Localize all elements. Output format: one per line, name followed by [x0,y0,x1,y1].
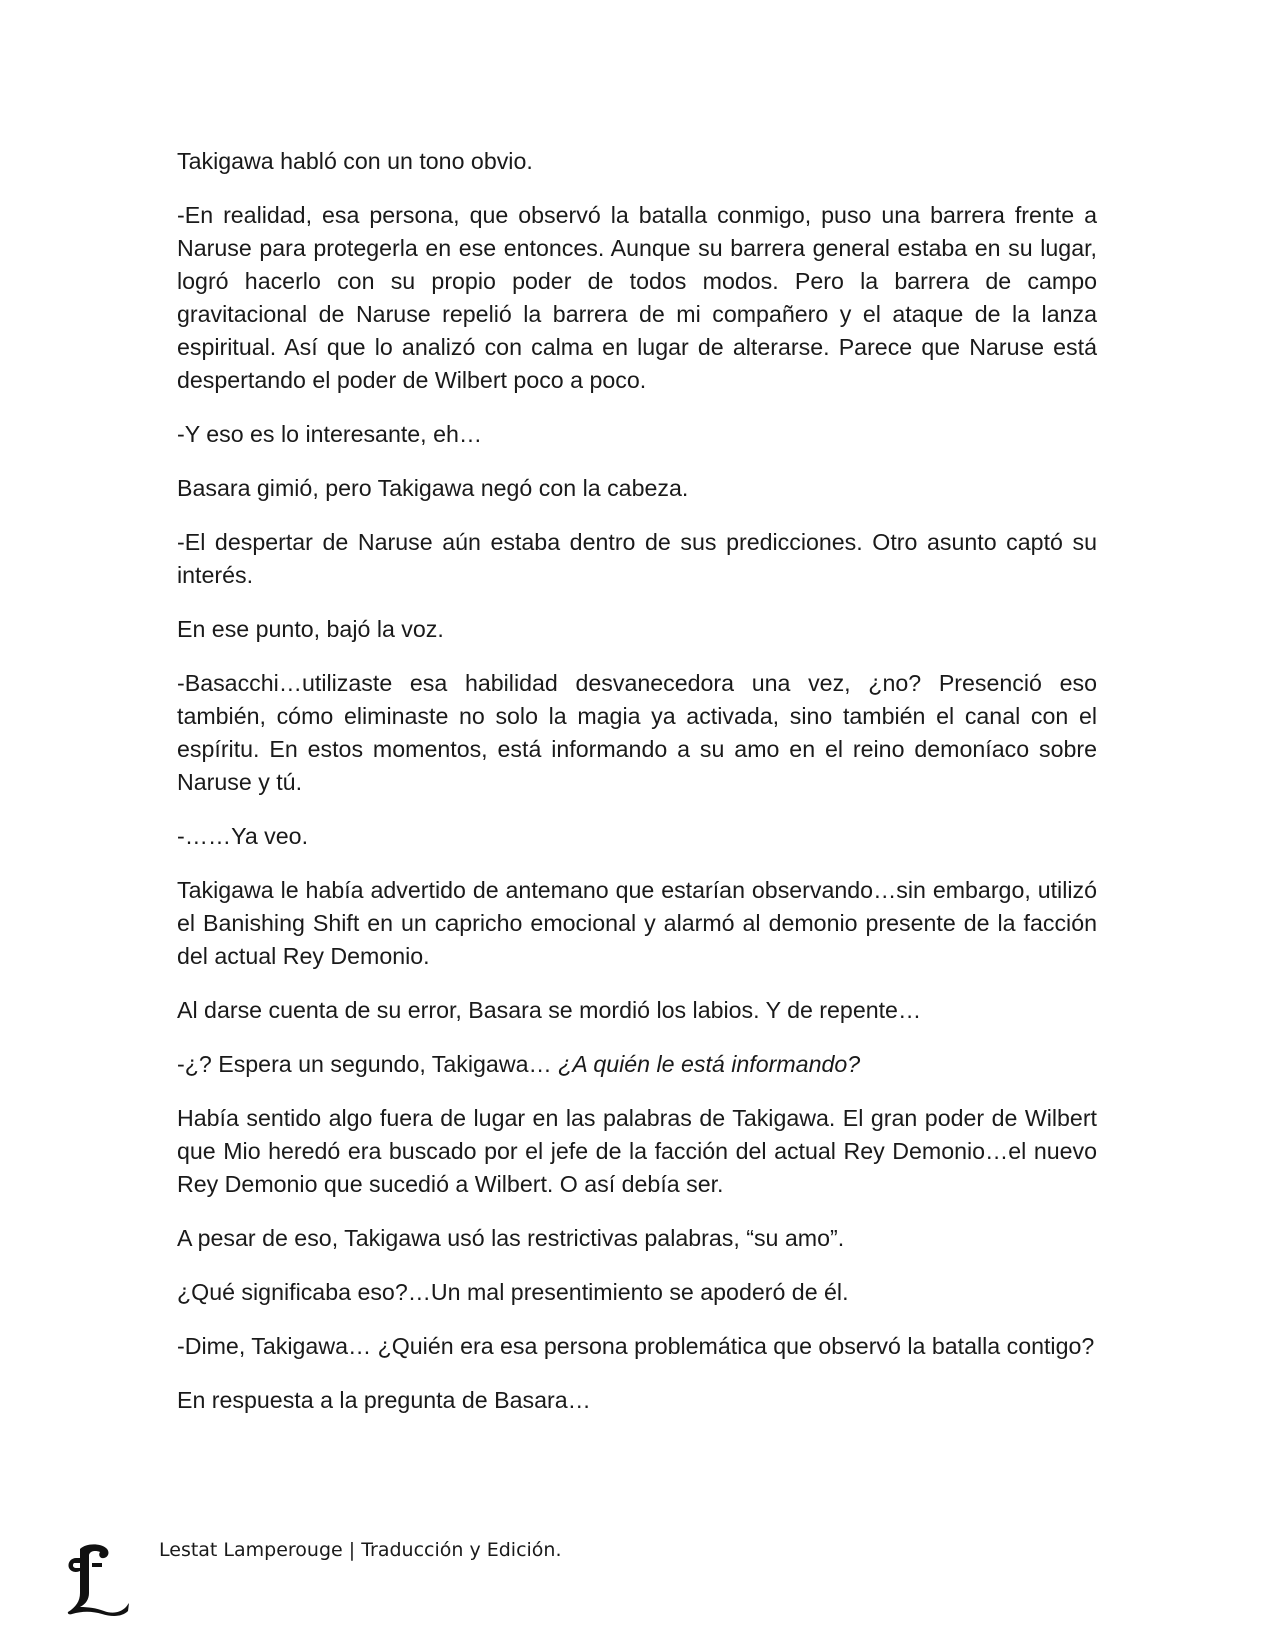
paragraph: -Y eso es lo interesante, eh… [177,421,483,447]
paragraph: -El despertar de Naruse aún estaba dentro de sus predicciones. Otro asunto captó su interés. [177,529,1097,588]
paragraph: ¿Qué significaba eso?…Un mal presentimiento se apoderó de él. [177,1279,849,1305]
paragraph-text: -¿? Espera un segundo, Takigawa… [177,1051,559,1077]
paragraph: En ese punto, bajó la voz. [177,616,444,642]
footer [62,1535,762,1625]
translator-credit: Lestat Lamperouge | Traducción y Edición. [159,1539,562,1561]
paragraph [177,1048,1097,1081]
paragraph: Takigawa habló con un tono obvio. [177,148,533,174]
paragraph: Al darse cuenta de su error, Basara se mordió los labios. Y de repente… [177,997,922,1023]
paragraph: Takigawa le había advertido de antemano que estarían observando…sin embargo, utilizó el Banishing Shift en un capricho emocional y alarmó al demonio presente de la facción del actual Rey Demonio. [177,877,1097,969]
paragraph: A pesar de eso, Takigawa usó las restrictivas palabras, “su amo”. [177,1225,845,1251]
paragraph: -Dime, Takigawa… ¿Quién era esa persona problemática que observó la batalla contigo? [177,1333,1095,1359]
body-text [177,145,1097,1438]
gothic-l-logo-icon [62,1541,132,1617]
paragraph: Basara gimió, pero Takigawa negó con la cabeza. [177,475,689,501]
paragraph: -……Ya veo. [177,823,309,849]
paragraph: Había sentido algo fuera de lugar en las palabras de Takigawa. El gran poder de Wilbert que Mio heredó era buscado por el jefe de la facción del actual Rey Demonio…el nuevo Rey Demonio que sucedió a Wilbert. O así debía ser. [177,1105,1097,1197]
italic-question: ¿A quién le está informando? [558,1051,861,1077]
paragraph: -Basacchi…utilizaste esa habilidad desvanecedora una vez, ¿no? Presenció eso también, cómo eliminaste no solo la magia ya activada, sino también el canal con el espíritu. En estos momentos, está informando a su amo en el reino demoníaco sobre Naruse y tú. [177,670,1097,795]
paragraph: -En realidad, esa persona, que observó la batalla conmigo, puso una barrera frente a Naruse para protegerla en ese entonces. Aunque su barrera general estaba en su lugar, logró hacerlo con su propio poder de todos modos. Pero la barrera de campo gravitacional de Naruse repelió la barrera de mi compañero y el ataque de la lanza espiritual. Así que lo analizó con calma en lugar de alterarse. Parece que Naruse está despertando el poder de Wilbert poco a poco. [177,202,1097,393]
paragraph: En respuesta a la pregunta de Basara… [177,1387,591,1413]
